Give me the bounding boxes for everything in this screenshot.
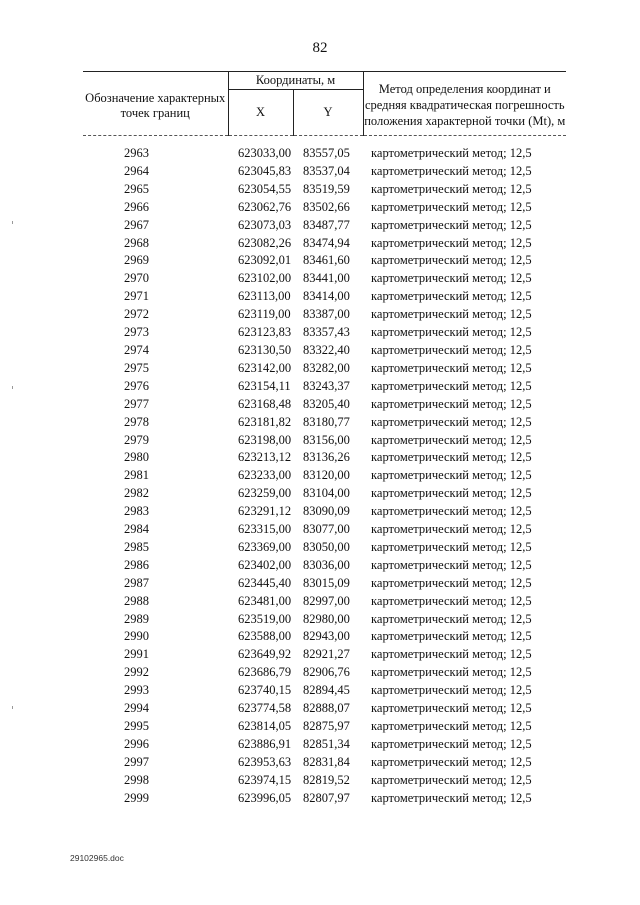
point-id: 2999 (124, 790, 149, 805)
method-text: картометрический метод; 12,5 (371, 307, 532, 322)
coord-x: 623402,00 (238, 557, 292, 572)
coord-x: 623119,00 (238, 307, 291, 322)
method-text: картометрический метод; 12,5 (371, 181, 532, 196)
coord-x: 623814,05 (238, 719, 292, 733)
coord-x: 623315,00 (238, 522, 292, 537)
coord-x: 623062,76 (238, 199, 292, 214)
coord-y: 83414,00 (303, 289, 350, 304)
table-row (83, 414, 566, 432)
coord-y: 83104,00 (303, 486, 350, 501)
coord-x: 623445,40 (238, 575, 292, 590)
coord-x: 623082,26 (238, 235, 292, 250)
header-point-label: Обозначение характерных точек границ (83, 72, 228, 136)
method-text: картометрический метод; 12,5 (371, 647, 532, 662)
coord-x: 623213,12 (238, 450, 292, 465)
coord-y: 82888,07 (303, 701, 350, 716)
method-text: картометрический метод; 12,5 (371, 253, 532, 268)
table-row (83, 664, 566, 682)
coord-x: 623123,83 (238, 325, 292, 340)
coord-x: 623130,50 (238, 342, 292, 357)
coord-x: 623481,00 (238, 593, 292, 608)
coord-y: 83156,00 (303, 432, 350, 447)
table-row (83, 378, 566, 396)
table-row (83, 288, 566, 306)
point-id: 2974 (124, 342, 149, 357)
coord-x: 623369,00 (238, 539, 292, 554)
table-row (83, 718, 566, 736)
coord-x: 623974,15 (238, 772, 292, 787)
coord-x: 623291,12 (238, 504, 292, 519)
coord-x: 623154,11 (238, 378, 291, 393)
table-row (83, 342, 566, 360)
coord-y: 83090,09 (303, 504, 350, 519)
coord-y: 82831,84 (303, 754, 350, 769)
method-text: картометрический метод; 12,5 (371, 754, 532, 769)
point-id: 2985 (124, 539, 149, 554)
coord-y: 83205,40 (303, 396, 350, 411)
method-text: картометрический метод; 12,5 (371, 772, 532, 787)
coord-x: 623054,55 (238, 181, 292, 196)
coord-x: 623649,92 (238, 647, 292, 662)
method-text: картометрический метод; 12,5 (371, 665, 532, 680)
coord-y: 82875,97 (303, 719, 350, 733)
margin-mark (12, 221, 13, 224)
coord-x: 623519,00 (238, 611, 292, 626)
coord-y: 82997,00 (303, 593, 350, 608)
coord-y: 83322,40 (303, 342, 350, 357)
method-text: картометрический метод; 12,5 (371, 557, 532, 572)
coord-y: 83077,00 (303, 522, 350, 537)
coord-y: 82943,00 (303, 629, 350, 644)
coord-y: 83015,09 (303, 575, 350, 590)
point-id: 2963 (124, 146, 149, 160)
coord-x: 623033,00 (238, 146, 292, 160)
coord-y: 83387,00 (303, 307, 350, 322)
coord-x: 623259,00 (238, 486, 292, 501)
coord-x: 623996,05 (238, 790, 292, 805)
point-id: 2975 (124, 360, 149, 375)
point-id: 2991 (124, 647, 149, 662)
table-row (83, 432, 566, 450)
coord-x: 623588,00 (238, 629, 292, 644)
file-name-footer: 29102965.doc (70, 853, 124, 863)
point-id: 2996 (124, 736, 149, 751)
table-row (83, 682, 566, 700)
method-text: картометрический метод; 12,5 (371, 450, 532, 465)
method-text: картометрический метод; 12,5 (371, 719, 532, 733)
method-text: картометрический метод; 12,5 (371, 342, 532, 357)
table-row (83, 557, 566, 575)
method-text: картометрический метод; 12,5 (371, 790, 532, 805)
method-text: картометрический метод; 12,5 (371, 629, 532, 644)
point-id: 2992 (124, 665, 149, 680)
header-x: X (228, 90, 293, 136)
margin-mark (12, 386, 13, 389)
method-text: картометрический метод; 12,5 (371, 378, 532, 393)
table-row (83, 449, 566, 467)
coordinates-table (83, 71, 566, 808)
table-row (83, 217, 566, 235)
method-text: картометрический метод; 12,5 (371, 199, 532, 214)
table-row (83, 736, 566, 754)
coord-y: 83243,37 (303, 378, 350, 393)
method-text: картометрический метод; 12,5 (371, 736, 532, 751)
coord-y: 82921,27 (303, 647, 350, 662)
coord-y: 83180,77 (303, 414, 350, 429)
table-row (83, 324, 566, 342)
coord-y: 83136,26 (303, 450, 350, 465)
coord-y: 83487,77 (303, 217, 350, 232)
point-id: 2979 (124, 432, 149, 447)
table-row (83, 772, 566, 790)
point-id: 2984 (124, 522, 149, 537)
table-row (83, 646, 566, 664)
coord-y: 82819,52 (303, 772, 350, 787)
page-number: 82 (312, 40, 328, 56)
coord-y: 83441,00 (303, 271, 350, 286)
point-id: 2978 (124, 414, 149, 429)
point-id: 2970 (124, 271, 149, 286)
coord-x: 623168,48 (238, 396, 292, 411)
coord-x: 623953,63 (238, 754, 292, 769)
method-text: картометрический метод; 12,5 (371, 235, 532, 250)
coord-y: 83474,94 (303, 235, 350, 250)
table-row (83, 396, 566, 414)
coord-y: 83557,05 (303, 146, 350, 160)
method-text: картометрический метод; 12,5 (371, 360, 532, 375)
coord-x: 623740,15 (238, 683, 292, 698)
method-text: картометрический метод; 12,5 (371, 289, 532, 304)
table-row (83, 700, 566, 718)
method-text: картометрический метод; 12,5 (371, 486, 532, 501)
point-id: 2968 (124, 235, 149, 250)
coord-y: 83519,59 (303, 181, 350, 196)
coord-x: 623686,79 (238, 665, 292, 680)
coord-x: 623233,00 (238, 468, 292, 483)
method-text: картометрический метод; 12,5 (371, 611, 532, 626)
coord-y: 82894,45 (303, 683, 350, 698)
point-id: 2989 (124, 611, 149, 626)
table-row (83, 270, 566, 288)
point-id: 2994 (124, 701, 149, 716)
point-id: 2973 (124, 325, 149, 340)
method-text: картометрический метод; 12,5 (371, 683, 532, 698)
point-id: 2972 (124, 307, 149, 322)
coord-y: 83357,43 (303, 325, 350, 340)
coord-x: 623886,91 (238, 736, 292, 751)
coord-y: 82807,97 (303, 790, 350, 805)
table-row (83, 521, 566, 539)
table-row (83, 485, 566, 503)
point-id: 2981 (124, 468, 149, 483)
table-row (83, 790, 566, 808)
coord-x: 623198,00 (238, 432, 292, 447)
method-text: картометрический метод; 12,5 (371, 217, 532, 232)
coord-y: 82851,34 (303, 736, 350, 751)
table-row (83, 503, 566, 521)
method-text: картометрический метод; 12,5 (371, 163, 532, 178)
table-row (83, 181, 566, 199)
method-text: картометрический метод; 12,5 (371, 575, 532, 590)
point-id: 2980 (124, 450, 149, 465)
table-body (83, 136, 566, 808)
coord-x: 623073,03 (238, 217, 292, 232)
method-text: картометрический метод; 12,5 (371, 432, 532, 447)
method-text: картометрический метод; 12,5 (371, 539, 532, 554)
method-text: картометрический метод; 12,5 (371, 701, 532, 716)
coord-x: 623113,00 (238, 289, 291, 304)
table-row (83, 360, 566, 378)
coord-x: 623181,82 (238, 414, 292, 429)
point-id: 2969 (124, 253, 149, 268)
header-coordinates: Координаты, м (228, 72, 363, 90)
method-text: картометрический метод; 12,5 (371, 593, 532, 608)
table-header (83, 72, 566, 137)
point-id: 2967 (124, 217, 149, 232)
coord-x: 623092,01 (238, 253, 292, 268)
table-row (83, 539, 566, 557)
table-row (83, 306, 566, 324)
point-id: 2971 (124, 289, 149, 304)
method-text: картометрический метод; 12,5 (371, 504, 532, 519)
method-text: картометрический метод; 12,5 (371, 146, 532, 160)
coord-y: 83502,66 (303, 199, 350, 214)
point-id: 2998 (124, 772, 149, 787)
table-row (83, 199, 566, 217)
header-y: Y (293, 90, 363, 136)
table-row (83, 754, 566, 772)
point-id: 2977 (124, 396, 149, 411)
point-id: 2966 (124, 199, 149, 214)
point-id: 2983 (124, 504, 149, 519)
table-row (83, 235, 566, 253)
coord-x: 623045,83 (238, 163, 292, 178)
table-row (83, 252, 566, 270)
coord-y: 83537,04 (303, 163, 350, 178)
margin-mark (12, 706, 13, 709)
method-text: картометрический метод; 12,5 (371, 414, 532, 429)
point-id: 2965 (124, 181, 149, 196)
method-text: картометрический метод; 12,5 (371, 468, 532, 483)
header-method: Метод определения координат и средняя квадратическая погрешность положения характерной точки (Mt), м (363, 72, 566, 136)
point-id: 2988 (124, 593, 149, 608)
method-text: картометрический метод; 12,5 (371, 522, 532, 537)
coord-y: 83050,00 (303, 539, 350, 554)
coord-y: 82906,76 (303, 665, 350, 680)
table-row (83, 593, 566, 611)
coord-y: 83282,00 (303, 360, 350, 375)
coord-y: 82980,00 (303, 611, 350, 626)
point-id: 2964 (124, 163, 149, 178)
method-text: картометрический метод; 12,5 (371, 271, 532, 286)
point-id: 2987 (124, 575, 149, 590)
table-row (83, 628, 566, 646)
point-id: 2993 (124, 683, 149, 698)
method-text: картометрический метод; 12,5 (371, 325, 532, 340)
method-text: картометрический метод; 12,5 (371, 396, 532, 411)
point-id: 2997 (124, 754, 149, 769)
coord-y: 83036,00 (303, 557, 350, 572)
coord-x: 623142,00 (238, 360, 292, 375)
coord-x: 623102,00 (238, 271, 292, 286)
table-row (83, 163, 566, 181)
point-id: 2995 (124, 719, 149, 733)
coord-x: 623774,58 (238, 701, 292, 716)
table-row (83, 611, 566, 629)
coord-y: 83120,00 (303, 468, 350, 483)
table-row (83, 145, 566, 163)
point-id: 2990 (124, 629, 149, 644)
point-id: 2982 (124, 486, 149, 501)
point-id: 2986 (124, 557, 149, 572)
coord-y: 83461,60 (303, 253, 350, 268)
table-row (83, 467, 566, 485)
point-id: 2976 (124, 378, 149, 393)
table-row (83, 575, 566, 593)
